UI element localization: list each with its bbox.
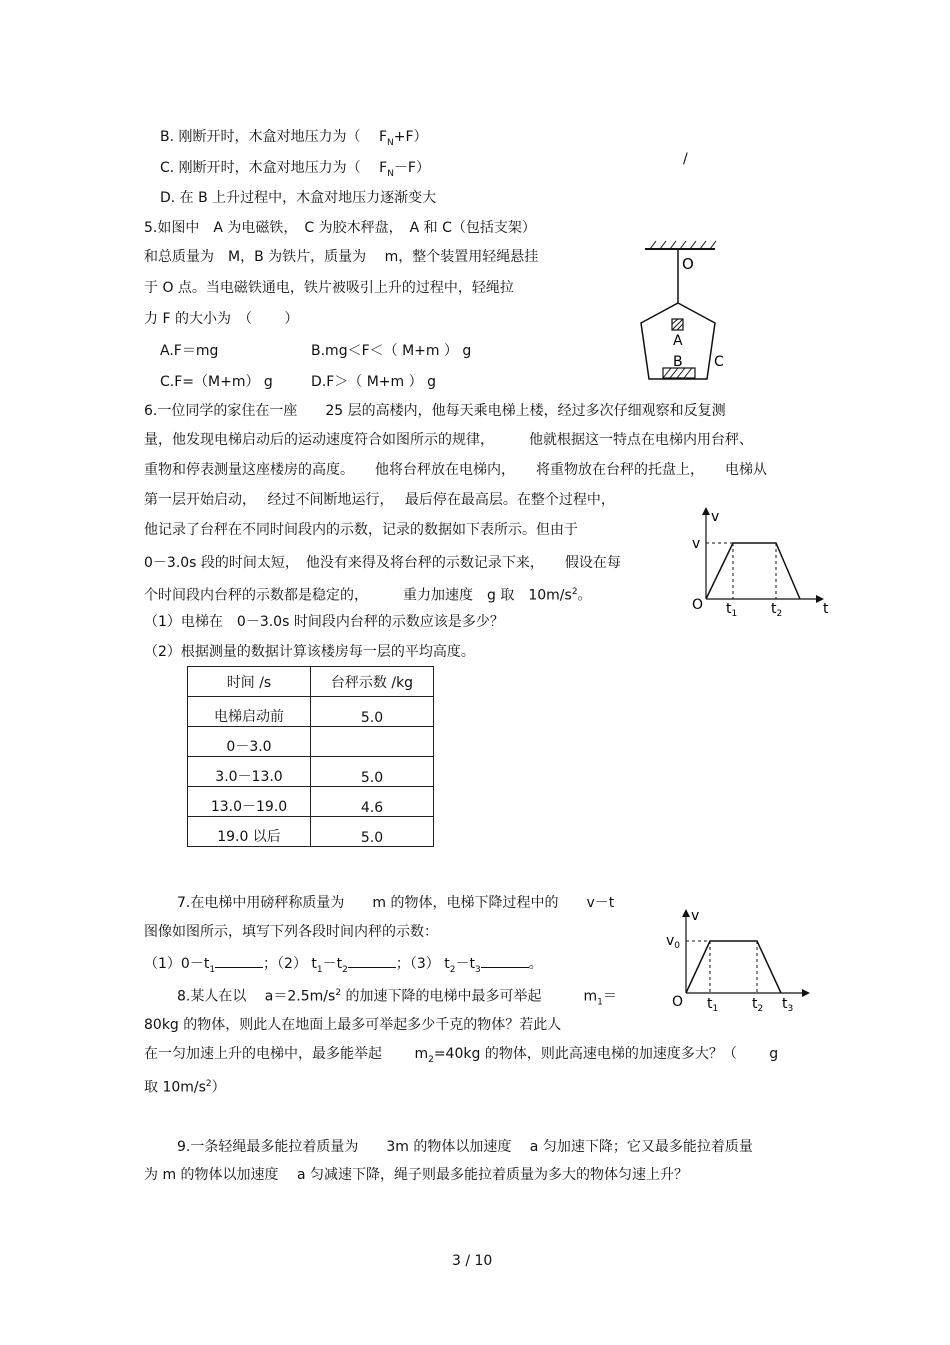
q6-graph-t2-label: $t_2$ xyxy=(771,601,783,619)
q4-option-c: C. 刚断开时，木盒对地压力为（ $F_N-F$） xyxy=(160,160,430,179)
q7-vt-graph xyxy=(666,905,816,1015)
q5-scale-figure xyxy=(630,235,730,385)
table-cell: 5.0 xyxy=(311,697,434,727)
table-cell: 19.0 以后 xyxy=(188,817,311,847)
q7-graph-t1-label: $t_1$ xyxy=(707,996,719,1014)
table-header-cell: 台秤示数 /kg xyxy=(311,667,434,697)
q6-graph-t-axis-label: t xyxy=(823,601,829,617)
q6-data-table xyxy=(187,666,434,847)
q7-blanks-line: $(1)0-t_1$ ；（2） $t_1-t_2$ ；（3） $t_2-t_3$ 。 xyxy=(144,956,543,975)
q7-line2: 图像如图所示，填写下列各段时间内秤的示数： xyxy=(144,924,438,940)
q9-line2: 为 m 的物体以加速度 a 匀减速下降，绳子则最多能拉着质量为多大的物体匀速上升？ xyxy=(144,1167,689,1183)
q6-line2: 量，他发现电梯启动后的运动速度符合如图所示的规律， 他就根据这一特点在电梯内用台秤、 xyxy=(144,432,753,448)
table-row xyxy=(188,787,434,817)
q4-option-d: D. 在 B 上升过程中，木盒对地压力逐渐变大 xyxy=(160,190,437,206)
q7-graph-v0-label: $v_0$ xyxy=(666,933,681,951)
q6-graph-t1-label: $t_1$ xyxy=(726,601,738,619)
q7-graph-v-axis-label: v xyxy=(691,908,700,924)
q6-graph-origin-label: O xyxy=(692,597,704,613)
q6-subquestion-1: （1）电梯在 0－3.0s 时间段内台秤的示数应该是多少？ xyxy=(144,614,504,630)
fig-label-b: B xyxy=(673,354,683,370)
q8-line4: 取 $10m/s^2$） xyxy=(144,1079,226,1096)
q6-line6: 0－3.0s 段的时间太短， 他没有来得及将台秤的示数记录下来， 假设在每 xyxy=(144,555,621,571)
stray-mark: / xyxy=(683,151,688,167)
q6-line5: 他记录了台秤在不同时间段内的示数，记录的数据如下表所示。但由于 xyxy=(144,522,578,538)
page-number: 3 / 10 xyxy=(452,1253,493,1269)
q6-vt-graph xyxy=(688,505,838,620)
q8-line2: 80kg 的物体，则此人在地面上最多可举起多少千克的物体？若此人 xyxy=(144,1017,562,1033)
q4-option-b: B. 刚断开时，木盒对地压力为（ $F_N+F$） xyxy=(160,129,428,148)
q5-option-c: C.F=（M+m） g xyxy=(160,374,273,390)
table-row xyxy=(188,727,434,757)
q5-option-b: B.mg＜F＜（ M+m ） g xyxy=(311,343,472,359)
fig-label-o: O xyxy=(682,255,694,273)
q5-line2: 和总质量为 M，B 为铁片，质量为 m，整个装置用轻绳悬挂 xyxy=(144,249,539,265)
q7-graph-t2-label: $t_2$ xyxy=(752,996,764,1014)
answer-blank-3[interactable] xyxy=(481,955,529,968)
table-cell: 3.0－13.0 xyxy=(188,757,311,787)
q7-graph-t3-label: $t_3$ xyxy=(782,996,794,1014)
q7-line1: 7.在电梯中用磅秤称质量为 m 的物体，电梯下降过程中的 v－t xyxy=(177,895,615,911)
q9-line1: 9.一条轻绳最多能拉着质量为 3m 的物体以加速度 a 匀加速下降；它又最多能拉着质量 xyxy=(177,1139,753,1155)
q5-option-d: D.F＞（ M+m ） g xyxy=(311,374,436,390)
table-cell: 5.0 xyxy=(311,757,434,787)
table-row xyxy=(188,817,434,847)
q5-line1: 5.如图中 A 为电磁铁， C 为胶木秤盘， A 和 C（包括支架） xyxy=(144,220,536,236)
fig-label-a: A xyxy=(673,333,683,349)
q8-line1: 8.某人在以 $a=2.5m/s^2$ 的加速下降的电梯中最多可举起 $m_1=$ xyxy=(177,988,617,1008)
table-cell: 电梯启动前 xyxy=(188,697,311,727)
table-cell: 4.6 xyxy=(311,787,434,817)
q6-line4: 第一层开始启动， 经过不间断地运行， 最后停在最高层。在整个过程中， xyxy=(144,492,615,508)
table-header-row xyxy=(188,667,434,697)
q5-line3: 于 O 点。当电磁铁通电，铁片被吸引上升的过程中，轻绳拉 xyxy=(144,280,514,296)
table-cell: 5.0 xyxy=(311,817,434,847)
q6-line7: 个时间段内台秤的示数都是稳定的， 重力加速度 g 取 $10m/s^2$。 xyxy=(144,587,592,604)
q5-option-a: A.F＝mg xyxy=(160,343,219,359)
answer-blank-2[interactable] xyxy=(348,955,396,968)
fig-label-c: C xyxy=(714,354,724,370)
q8-line3: 在一匀加速上升的电梯中，最多能举起 $m_2=40kg$ 的物体，则此高速电梯的加速度多大？（ g xyxy=(144,1046,779,1065)
table-row xyxy=(188,757,434,787)
table-cell: 0－3.0 xyxy=(188,727,311,757)
q5-line4: 力 F 的大小为 （ ） xyxy=(144,311,299,327)
table-cell xyxy=(311,727,434,757)
q7-graph-origin-label: O xyxy=(672,994,684,1010)
q6-graph-v-level-label: v xyxy=(692,536,701,552)
table-row xyxy=(188,697,434,727)
table-cell: 13.0－19.0 xyxy=(188,787,311,817)
q6-subquestion-2: （2）根据测量的数据计算该楼房每一层的平均高度。 xyxy=(144,644,475,660)
q6-graph-v-axis-label: v xyxy=(711,509,720,525)
answer-blank-1[interactable] xyxy=(215,955,263,968)
q6-line1: 6.一位同学的家住在一座 25 层的高楼内，他每天乘电梯上楼，经过多次仔细观察和反复测 xyxy=(144,403,726,419)
q6-line3: 重物和停表测量这座楼房的高度。 他将台秤放在电梯内， 将重物放在台秤的托盘上， 电梯从 xyxy=(144,462,767,478)
table-header-cell: 时间 /s xyxy=(188,667,311,697)
